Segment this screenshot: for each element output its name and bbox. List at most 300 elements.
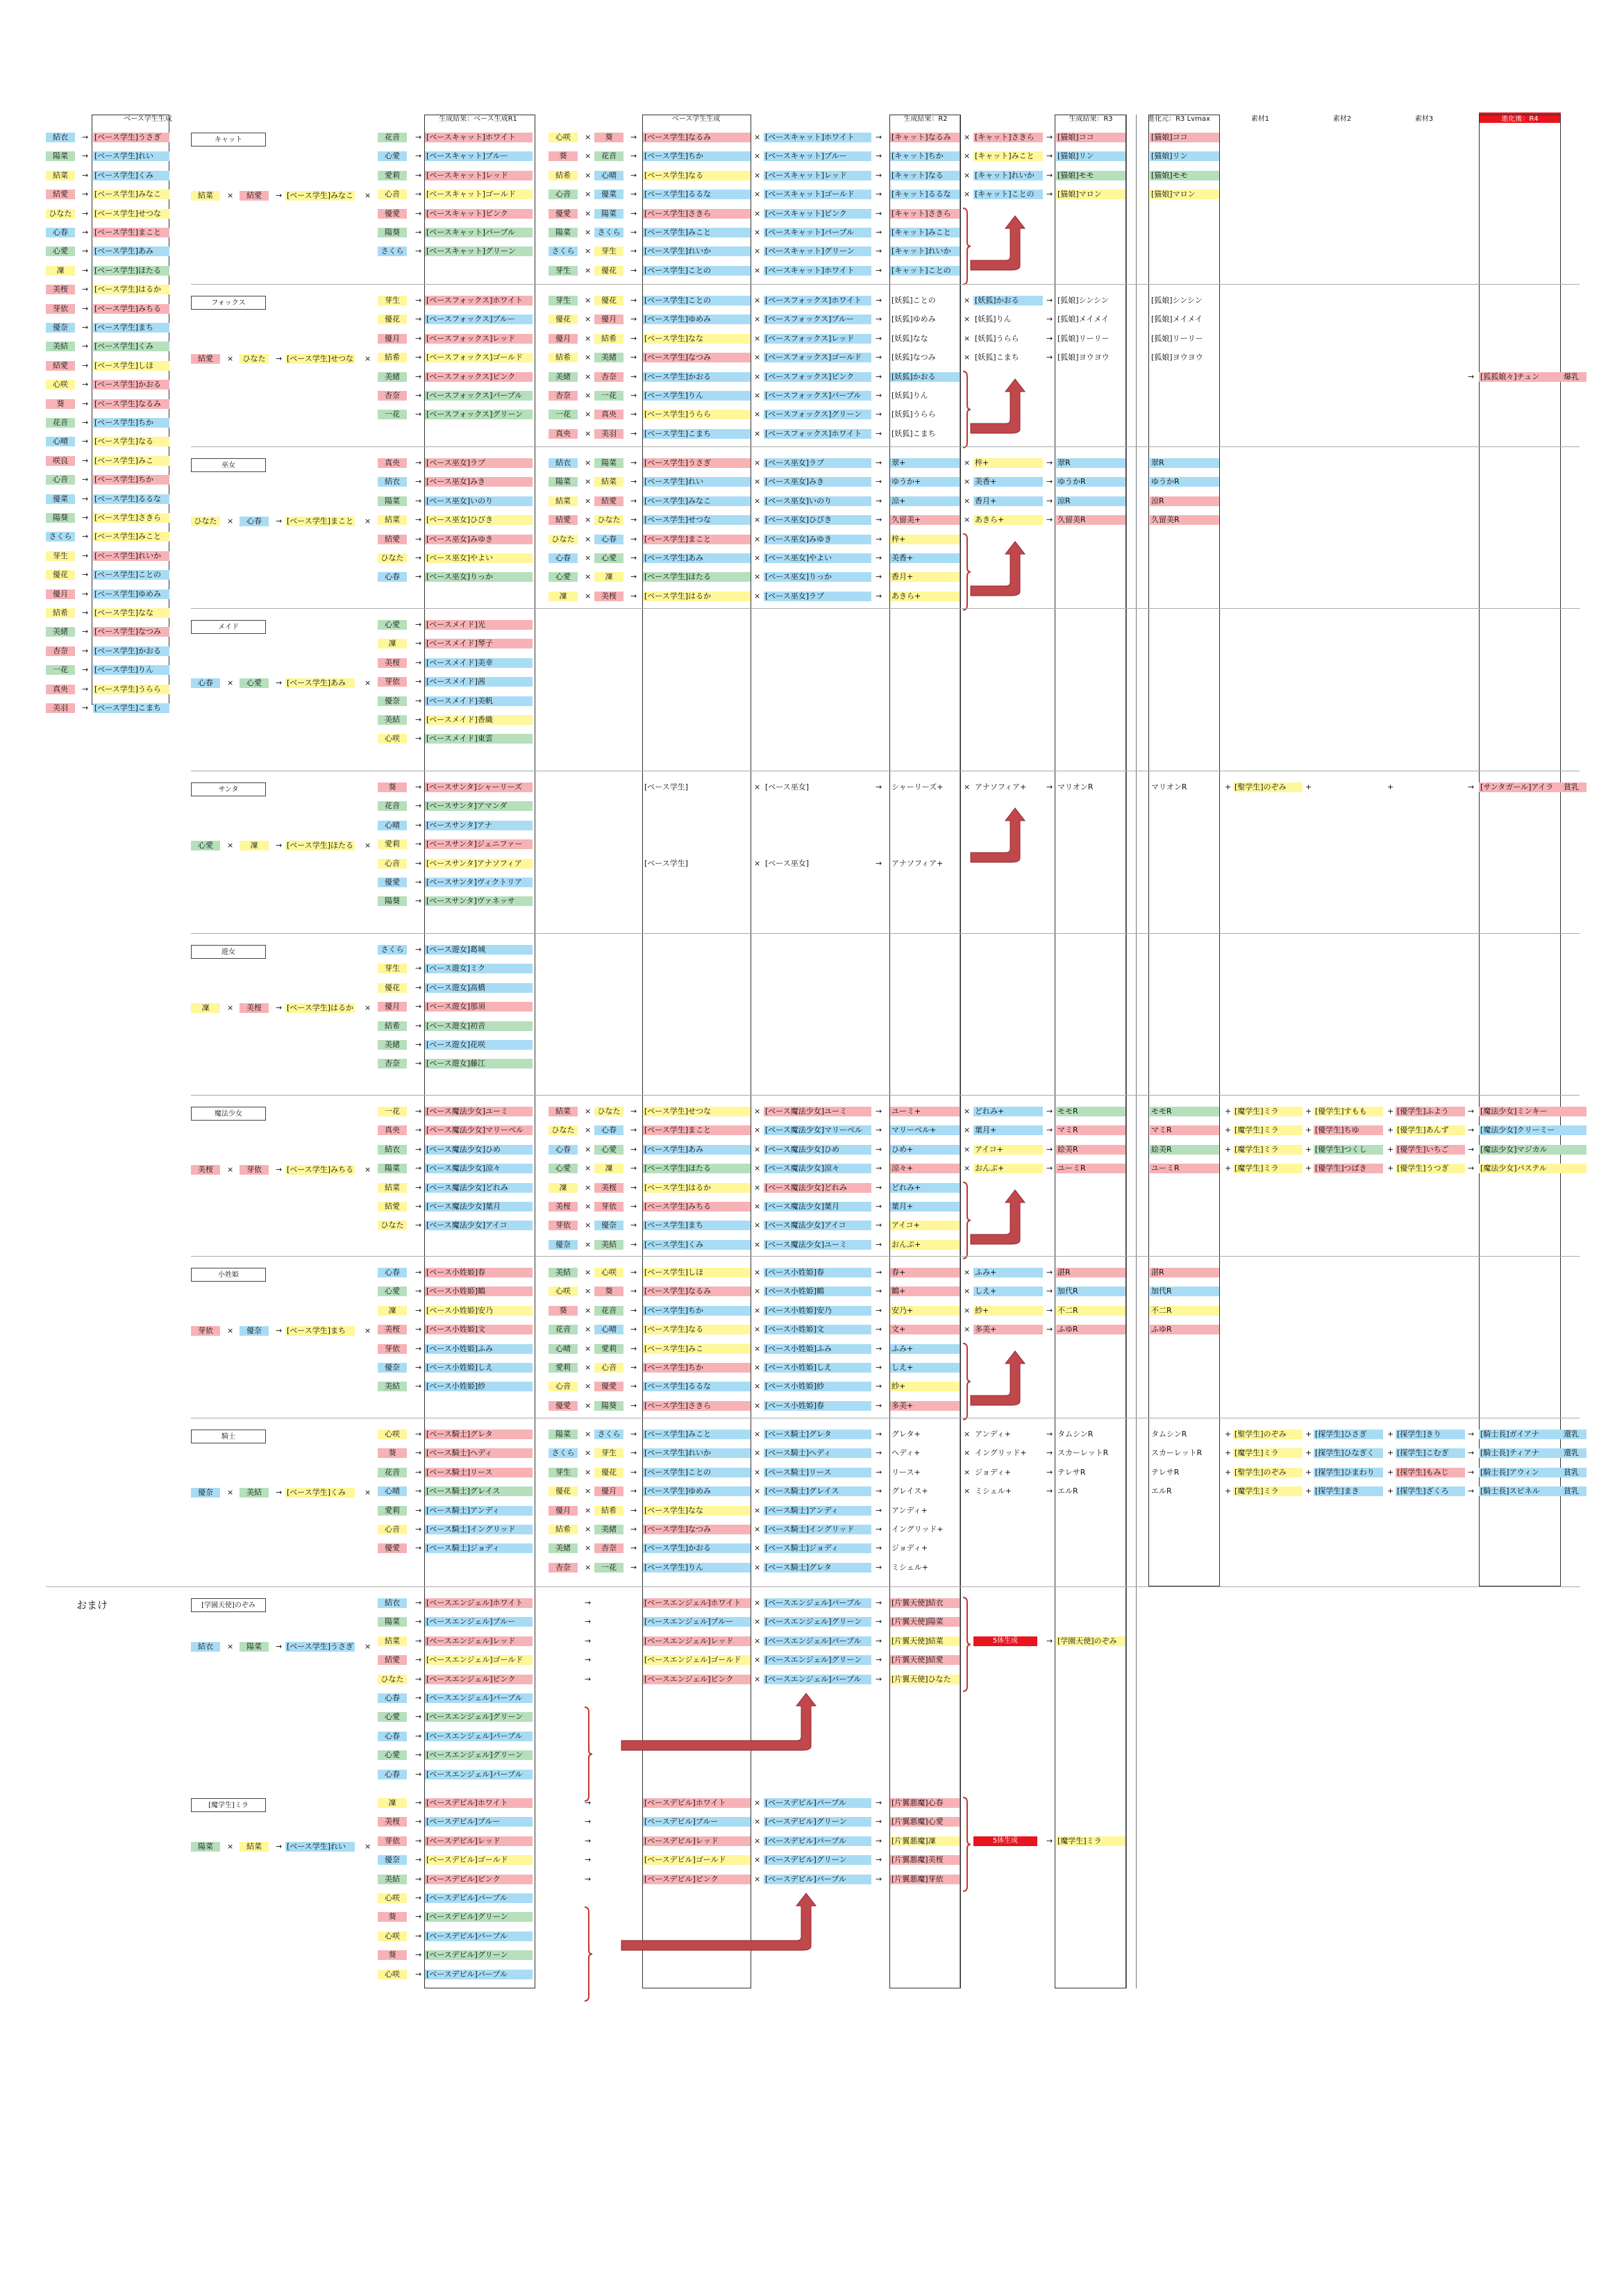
row-base-student: [ベース学生]ゆめみ	[643, 315, 751, 324]
row-material-1: [魔学生]ミラ	[1233, 1448, 1303, 1458]
row-material: [ベース小姓姫]春	[764, 1401, 871, 1411]
arrow-icon: →	[415, 1817, 422, 1827]
row-student: ひなた	[378, 553, 407, 563]
row-material-2: [探学生]ひさぎ	[1314, 1430, 1383, 1439]
row-r1-result: [ベース騎士]アンディ	[425, 1506, 533, 1516]
row-r3-material: アナソフィア+	[975, 782, 1027, 791]
row-material: [ベースキャット]ゴールド	[764, 190, 871, 199]
row-student: 結衣	[378, 1145, 407, 1155]
plus-icon: +	[1387, 1144, 1394, 1154]
row-student: 葵	[378, 1912, 407, 1922]
row-evo-from: ユーミR	[1150, 1164, 1219, 1173]
arrow-icon: →	[82, 646, 89, 655]
row-r3-result: 涼R	[1056, 496, 1125, 506]
arrow-icon: →	[415, 896, 422, 906]
plus-icon: +	[1305, 1448, 1312, 1458]
row-student: ひなた	[378, 1221, 407, 1230]
row-parent-b: 愛莉	[594, 1344, 623, 1354]
arrow-icon: →	[876, 858, 882, 868]
arrow-icon: →	[415, 1543, 422, 1553]
arrow-icon: →	[876, 1268, 882, 1277]
arrow-icon: →	[585, 1874, 592, 1884]
row-r3-material: ミシェル+	[975, 1486, 1012, 1496]
arrow-icon: →	[1468, 1430, 1475, 1439]
combo-result: [ベース学生]あみ	[285, 678, 355, 688]
row-base-student: [ベース学生]みこと	[643, 1430, 751, 1439]
arrow-icon: →	[630, 1382, 637, 1391]
row-student: 凜	[378, 1798, 407, 1808]
times-icon: ×	[585, 1467, 592, 1477]
arrow-icon: →	[585, 1855, 592, 1865]
row-material: [ベース小姓姫]紗	[764, 1382, 871, 1391]
arrow-icon: →	[276, 1165, 283, 1175]
row-r4-result: [騎士長]ガイアナ	[1479, 1430, 1587, 1439]
arrow-icon: →	[630, 296, 637, 305]
row-student: 心春	[378, 1693, 407, 1703]
arrow-icon: →	[876, 1655, 882, 1665]
left-base-student: [ベース学生]なるみ	[93, 399, 169, 409]
row-base-student: [ベース学生]れい	[643, 477, 751, 487]
times-icon: ×	[754, 1486, 761, 1496]
row-student: 美結	[378, 1382, 407, 1391]
row-student: 芽依	[378, 677, 407, 687]
arrow-icon: →	[630, 228, 637, 237]
row-r3-material: [キャット]れいか	[973, 171, 1043, 181]
row-base-student: [ベースエンジェル]ホワイト	[643, 1598, 751, 1608]
row-base-student: [ベース学生]ことの	[643, 296, 751, 305]
arrow-icon: →	[876, 133, 882, 142]
bracket-icon	[962, 1343, 971, 1421]
row-r1-result: [ベース遊女]葛城	[425, 945, 533, 955]
arrow-icon: →	[630, 265, 637, 275]
row-r3-material: アンディ+	[975, 1430, 1011, 1439]
row-parent-b: 芽依	[594, 1202, 623, 1212]
times-icon: ×	[754, 1836, 761, 1845]
times-icon: ×	[964, 151, 971, 161]
row-r3-material: 香月+	[973, 496, 1043, 506]
times-icon: ×	[754, 1674, 761, 1684]
arrow-icon: →	[876, 1543, 882, 1553]
row-material: [ベース魔法少女]ひめ	[764, 1145, 871, 1155]
arrow-icon: →	[415, 458, 422, 467]
plus-icon: +	[1305, 1164, 1312, 1173]
row-r2-result: 多美+	[890, 1401, 960, 1411]
row-parent-b: 心晴	[594, 1325, 623, 1334]
row-student: 芽依	[378, 1344, 407, 1354]
times-icon: ×	[964, 1144, 971, 1154]
row-material-1: [聖学生]のぞみ	[1233, 1468, 1303, 1477]
row-material: [ベース巫女]ラブ	[764, 592, 871, 601]
bonus-divider	[46, 1586, 1580, 1587]
row-note: 貧乳	[1564, 782, 1579, 791]
plus-icon: +	[1305, 1125, 1312, 1135]
row-evo-from: [狐娘]メイメイ	[1151, 315, 1203, 324]
row-parent-a: 優愛	[549, 209, 578, 219]
row-student: 心愛	[378, 1287, 407, 1296]
row-base-student: [ベース学生]あみ	[643, 553, 751, 563]
row-evo-from: 不二R	[1150, 1306, 1219, 1316]
times-icon: ×	[585, 1325, 592, 1334]
row-parent-b: 葵	[594, 1287, 623, 1296]
times-icon: ×	[754, 133, 761, 142]
row-r1-result: [ベース遊女]藤江	[425, 1059, 533, 1069]
row-base-student: [ベース学生]はるか	[643, 592, 751, 601]
combo-a: 心春	[191, 678, 220, 688]
row-base-student: [ベース学生]	[644, 782, 689, 791]
row-r1-result: [ベースデビル]パープル	[425, 1970, 533, 1979]
left-base-student: [ベース学生]ほたる	[93, 266, 169, 276]
group-title-3: メイド	[191, 620, 266, 634]
row-parent-a: 心音	[549, 190, 578, 199]
row-student: 芽依	[378, 1836, 407, 1846]
times-icon: ×	[754, 1467, 761, 1477]
row-student: 心音	[378, 1525, 407, 1534]
times-icon: ×	[754, 428, 761, 438]
times-icon: ×	[754, 1202, 761, 1211]
up-arrow-icon	[971, 808, 1026, 862]
row-material: [ベース騎士]イングリッド	[764, 1525, 871, 1534]
row-r3-material: 紗+	[973, 1306, 1043, 1316]
row-evo-from: ゆうかR	[1150, 477, 1219, 487]
row-r1-result: [ベース巫女]みき	[425, 477, 533, 487]
row-parent-a: 芽生	[549, 266, 578, 276]
evo-after-box	[1479, 115, 1561, 1586]
arrow-icon: →	[1046, 1836, 1053, 1845]
row-parent-b: 芽生	[594, 246, 623, 256]
times-icon: ×	[754, 410, 761, 419]
row-r2-result: ふみ+	[890, 1344, 960, 1354]
arrow-icon: →	[415, 190, 422, 199]
row-base-student: [ベース学生]ゆめみ	[643, 1486, 751, 1496]
row-parent-a: 杏奈	[549, 391, 578, 401]
arrow-icon: →	[415, 151, 422, 161]
arrow-icon: →	[1046, 315, 1053, 324]
row-r2-result: [キャット]るるな	[890, 190, 960, 199]
arrow-icon: →	[876, 1325, 882, 1334]
row-r1-result: [ベース小姓姫]文	[425, 1325, 533, 1334]
row-r3-material: [キャット]さきら	[973, 133, 1043, 142]
row-material-3: [探学生]ざくろ	[1396, 1486, 1465, 1496]
times-icon: ×	[964, 296, 971, 305]
arrow-icon: →	[415, 553, 422, 562]
arrow-icon: →	[630, 591, 637, 601]
combo-a: 結菜	[191, 191, 220, 201]
row-material: [ベースキャット]ホワイト	[764, 133, 871, 142]
row-r2-result: [妖狐]かおる	[890, 372, 960, 382]
arrow-icon: →	[585, 1655, 592, 1665]
row-material: [ベース騎士]グレイス	[764, 1486, 871, 1496]
arrow-icon: →	[415, 982, 422, 992]
arrow-icon: →	[415, 170, 422, 180]
times-icon: ×	[227, 1488, 234, 1498]
arrow-icon: →	[1046, 1325, 1053, 1334]
row-parent-b: 杏奈	[594, 372, 623, 382]
arrow-icon: →	[630, 1287, 637, 1296]
arrow-icon: →	[415, 1182, 422, 1192]
arrow-icon: →	[876, 1125, 882, 1135]
arrow-icon: →	[415, 391, 422, 400]
arrow-icon: →	[1046, 1287, 1053, 1296]
row-r1-result: [ベースキャット]グリーン	[425, 246, 533, 256]
times-icon: ×	[585, 371, 592, 381]
arrow-icon: →	[82, 589, 89, 598]
arrow-icon: →	[876, 458, 882, 467]
row-base-student: [ベース学生]なる	[643, 171, 751, 181]
row-r2-result: [キャット]なるみ	[890, 133, 960, 142]
row-r3-result: スカーレットR	[1057, 1448, 1109, 1458]
row-r2-result: 久留美+	[890, 515, 960, 525]
combo-result: [ベース学生]くみ	[285, 1488, 355, 1498]
arrow-icon: →	[276, 1488, 283, 1498]
bracket-icon	[962, 533, 971, 611]
row-r4-result: [魔法少女]ミンキー	[1479, 1107, 1587, 1116]
row-base-student: [ベース学生]みこ	[643, 1344, 751, 1354]
row-r2-result: [キャット]みこと	[890, 228, 960, 237]
row-r1-result: [ベースエンジェル]ブルー	[425, 1617, 533, 1627]
times-icon: ×	[227, 191, 234, 201]
times-icon: ×	[754, 1343, 761, 1353]
row-parent-b: 一花	[594, 1563, 623, 1573]
times-icon: ×	[754, 496, 761, 505]
arrow-icon: →	[1046, 1467, 1053, 1477]
row-base-student: [ベースエンジェル]ゴールド	[643, 1655, 751, 1665]
row-student: 優花	[378, 315, 407, 324]
arrow-icon: →	[1046, 1107, 1053, 1116]
row-student: 心咲	[378, 1970, 407, 1979]
row-material-1: [魔学生]ミラ	[1233, 1486, 1303, 1496]
row-student: 心晴	[378, 821, 407, 830]
left-base-student: [ベース学生]ちか	[93, 475, 169, 485]
arrow-icon: →	[630, 1125, 637, 1135]
row-parent-b: 心春	[594, 535, 623, 544]
row-r3-result: 加代R	[1056, 1287, 1125, 1296]
combo-b: 心愛	[240, 678, 269, 688]
arrow-icon: →	[415, 1021, 422, 1030]
arrow-icon: →	[1468, 1467, 1475, 1477]
arrow-icon: →	[82, 418, 89, 427]
sep-line-2	[1126, 115, 1127, 1988]
row-student: 葵	[378, 1448, 407, 1458]
row-r3-result: 久留美R	[1056, 515, 1125, 525]
left-student-name: 結愛	[46, 361, 75, 371]
row-student: 優愛	[378, 1543, 407, 1553]
bonus-label: おまけ	[76, 1599, 108, 1611]
arrow-icon: →	[876, 371, 882, 381]
times-icon: ×	[754, 1655, 761, 1665]
row-student: 結希	[378, 1021, 407, 1031]
times-icon: ×	[585, 1363, 592, 1372]
times-icon: ×	[964, 333, 971, 343]
row-r2-result: [キャット]さきら	[890, 209, 960, 219]
row-parent-b: ひなた	[594, 1107, 623, 1116]
arrow-icon: →	[630, 1305, 637, 1315]
row-r1-result: [ベースデビル]パープル	[425, 1932, 533, 1941]
row-student: 一花	[378, 1107, 407, 1116]
row-r2-result: アイコ+	[890, 1221, 960, 1230]
row-r1-result: [ベースサンタ]ヴィクトリア	[425, 878, 533, 887]
row-base-student: [ベース学生]りん	[643, 391, 751, 401]
row-parent-a: 陽菜	[549, 1430, 578, 1439]
row-r1-result: [ベース小姓姫]鶴	[425, 1287, 533, 1296]
combo-a: 結衣	[191, 1642, 220, 1652]
row-r1-result: [ベース騎士]グレイス	[425, 1486, 533, 1496]
arrow-icon: →	[82, 285, 89, 294]
row-evo-from: 涼R	[1150, 496, 1219, 506]
row-parent-a: 優花	[549, 1486, 578, 1496]
times-icon: ×	[754, 1182, 761, 1192]
row-parent-a: 結衣	[549, 458, 578, 468]
row-evo-from: [猫娘]ココ	[1150, 133, 1219, 142]
arrow-icon: →	[630, 1363, 637, 1372]
left-base-student: [ベース学生]れいか	[93, 551, 169, 561]
row-r2-result: ジョディ+	[891, 1543, 928, 1553]
left-student-name: 美結	[46, 342, 75, 351]
plus-icon: +	[1305, 1430, 1312, 1439]
arrow-icon: →	[630, 190, 637, 199]
row-parent-b: 心愛	[594, 1145, 623, 1155]
row-r1-result: [ベースデビル]ブルー	[425, 1817, 533, 1827]
plus-icon: +	[1305, 782, 1312, 791]
arrow-icon: →	[630, 1400, 637, 1410]
header-evo-after: 進化後：R4	[1479, 112, 1561, 123]
row-material: [ベースデビル]グリーン	[764, 1817, 871, 1827]
row-r1-result: [ベース騎士]イングリッド	[425, 1525, 533, 1534]
row-base-student: [ベースエンジェル]ピンク	[643, 1675, 751, 1684]
arrow-icon: →	[415, 1486, 422, 1496]
times-icon: ×	[754, 391, 761, 400]
combo-a: 陽菜	[191, 1842, 220, 1852]
arrow-icon: →	[415, 1874, 422, 1884]
arrow-icon: →	[276, 517, 283, 526]
group-title-4: サンタ	[191, 782, 266, 796]
arrow-icon: →	[630, 515, 637, 525]
row-r1-result: [ベース巫女]ひびき	[425, 515, 533, 525]
row-base-student: [ベース学生]さきら	[643, 209, 751, 219]
times-icon: ×	[754, 170, 761, 180]
row-parent-b: 優花	[594, 296, 623, 305]
row-r1-result: [ベースフォックス]グリーン	[425, 410, 533, 419]
left-student-name: 葵	[46, 399, 75, 409]
times-icon: ×	[754, 1125, 761, 1135]
arrow-icon: →	[415, 1836, 422, 1845]
row-r2-result: [妖狐]りん	[891, 391, 928, 400]
times-icon: ×	[964, 1325, 971, 1334]
arrow-icon: →	[876, 333, 882, 343]
arrow-icon: →	[415, 1636, 422, 1645]
row-r1-result: [ベース小姓姫]安乃	[425, 1306, 533, 1316]
row-student: 花音	[378, 133, 407, 142]
row-base-student: [ベース学生]みこと	[643, 228, 751, 237]
arrow-icon: →	[630, 208, 637, 218]
row-r1-result: [ベースフォックス]レッド	[425, 334, 533, 344]
row-base-student: [ベース学生]ちか	[643, 1363, 751, 1373]
arrow-icon: →	[276, 678, 283, 688]
plus-icon: +	[1225, 1164, 1232, 1173]
left-base-student: [ベース学生]うさぎ	[93, 133, 169, 142]
times-icon: ×	[365, 517, 371, 526]
arrow-icon: →	[876, 265, 882, 275]
row-r3-result: エルR	[1057, 1486, 1078, 1496]
combo-a: 結愛	[191, 354, 220, 364]
arrow-icon: →	[876, 190, 882, 199]
combo-a: 芽依	[191, 1326, 220, 1336]
up-arrow-icon	[971, 216, 1026, 270]
times-icon: ×	[964, 1448, 971, 1458]
group-title-7: 小姓姫	[191, 1268, 266, 1282]
row-student: ひなた	[378, 1675, 407, 1684]
row-r2-result: [妖狐]なつみ	[891, 353, 936, 362]
arrow-icon: →	[1468, 1144, 1475, 1154]
row-r3-result: [猫娘]リン	[1056, 151, 1125, 161]
row-parent-b: 心咲	[594, 1268, 623, 1277]
arrow-icon: →	[585, 1836, 592, 1845]
row-r1-result: [ベースメイド]琴子	[425, 639, 533, 648]
row-r1-result: [ベースエンジェル]パープル	[425, 1693, 533, 1703]
row-r1-result: [ベースキャット]レッド	[425, 171, 533, 181]
arrow-icon: →	[1046, 515, 1053, 525]
arrow-icon: →	[415, 1950, 422, 1960]
row-r4-result: [サンタガール]アイラ	[1479, 782, 1587, 792]
row-r1-result: [ベースエンジェル]パープル	[425, 1732, 533, 1741]
arrow-icon: →	[876, 296, 882, 305]
row-r1-result: [ベースエンジェル]グリーン	[425, 1750, 533, 1760]
sep-line-3	[1136, 115, 1137, 1988]
row-student: 心愛	[378, 1712, 407, 1722]
long-up-arrow-icon	[621, 1893, 817, 1950]
row-evo-from: モモR	[1150, 1107, 1219, 1116]
row-r3-material: [妖狐]うらら	[975, 333, 1019, 343]
arrow-icon: →	[630, 1239, 637, 1249]
row-parent-b: 陽葵	[594, 1401, 623, 1411]
arrow-icon: →	[1468, 782, 1475, 791]
row-r4-result: [魔法少女]パステル	[1479, 1164, 1587, 1173]
arrow-icon: →	[630, 315, 637, 324]
left-base-student: [ベース学生]あみ	[93, 246, 169, 256]
arrow-icon: →	[82, 303, 89, 313]
times-icon: ×	[585, 1287, 592, 1296]
times-icon: ×	[754, 1598, 761, 1607]
row-base-student: [ベース学生]なな	[643, 1506, 751, 1516]
arrow-icon: →	[415, 839, 422, 849]
arrow-icon: →	[415, 1202, 422, 1211]
arrow-icon: →	[630, 553, 637, 562]
arrow-icon: →	[585, 1817, 592, 1827]
arrow-icon: →	[630, 1505, 637, 1515]
bonus-result: [魔学生]ミラ	[1056, 1836, 1125, 1846]
arrow-icon: →	[1046, 1125, 1053, 1135]
row-evo-from: エルR	[1151, 1486, 1172, 1496]
times-icon: ×	[754, 1325, 761, 1334]
row-parent-b: 結菜	[594, 477, 623, 487]
bracket-icon	[583, 1707, 593, 1802]
arrow-icon: →	[630, 1343, 637, 1353]
arrow-icon: →	[630, 371, 637, 381]
row-material: [ベース巫女]みき	[764, 477, 871, 487]
arrow-icon: →	[82, 703, 89, 712]
row-parent-b: 心晴	[594, 171, 623, 181]
group-title-2: 巫女	[191, 458, 266, 472]
arrow-icon: →	[415, 1712, 422, 1722]
arrow-icon: →	[630, 477, 637, 487]
row-student: 陽葵	[378, 228, 407, 237]
row-r1-result: [ベースエンジェル]グリーン	[425, 1712, 533, 1722]
times-icon: ×	[964, 515, 971, 525]
row-student: 一花	[378, 410, 407, 419]
row-r3-material: アイコ+	[973, 1145, 1043, 1155]
combo-a: 優奈	[191, 1488, 220, 1498]
arrow-icon: →	[1046, 458, 1053, 467]
row-r1-result: [ベースサンタ]シャーリーズ	[425, 782, 533, 792]
